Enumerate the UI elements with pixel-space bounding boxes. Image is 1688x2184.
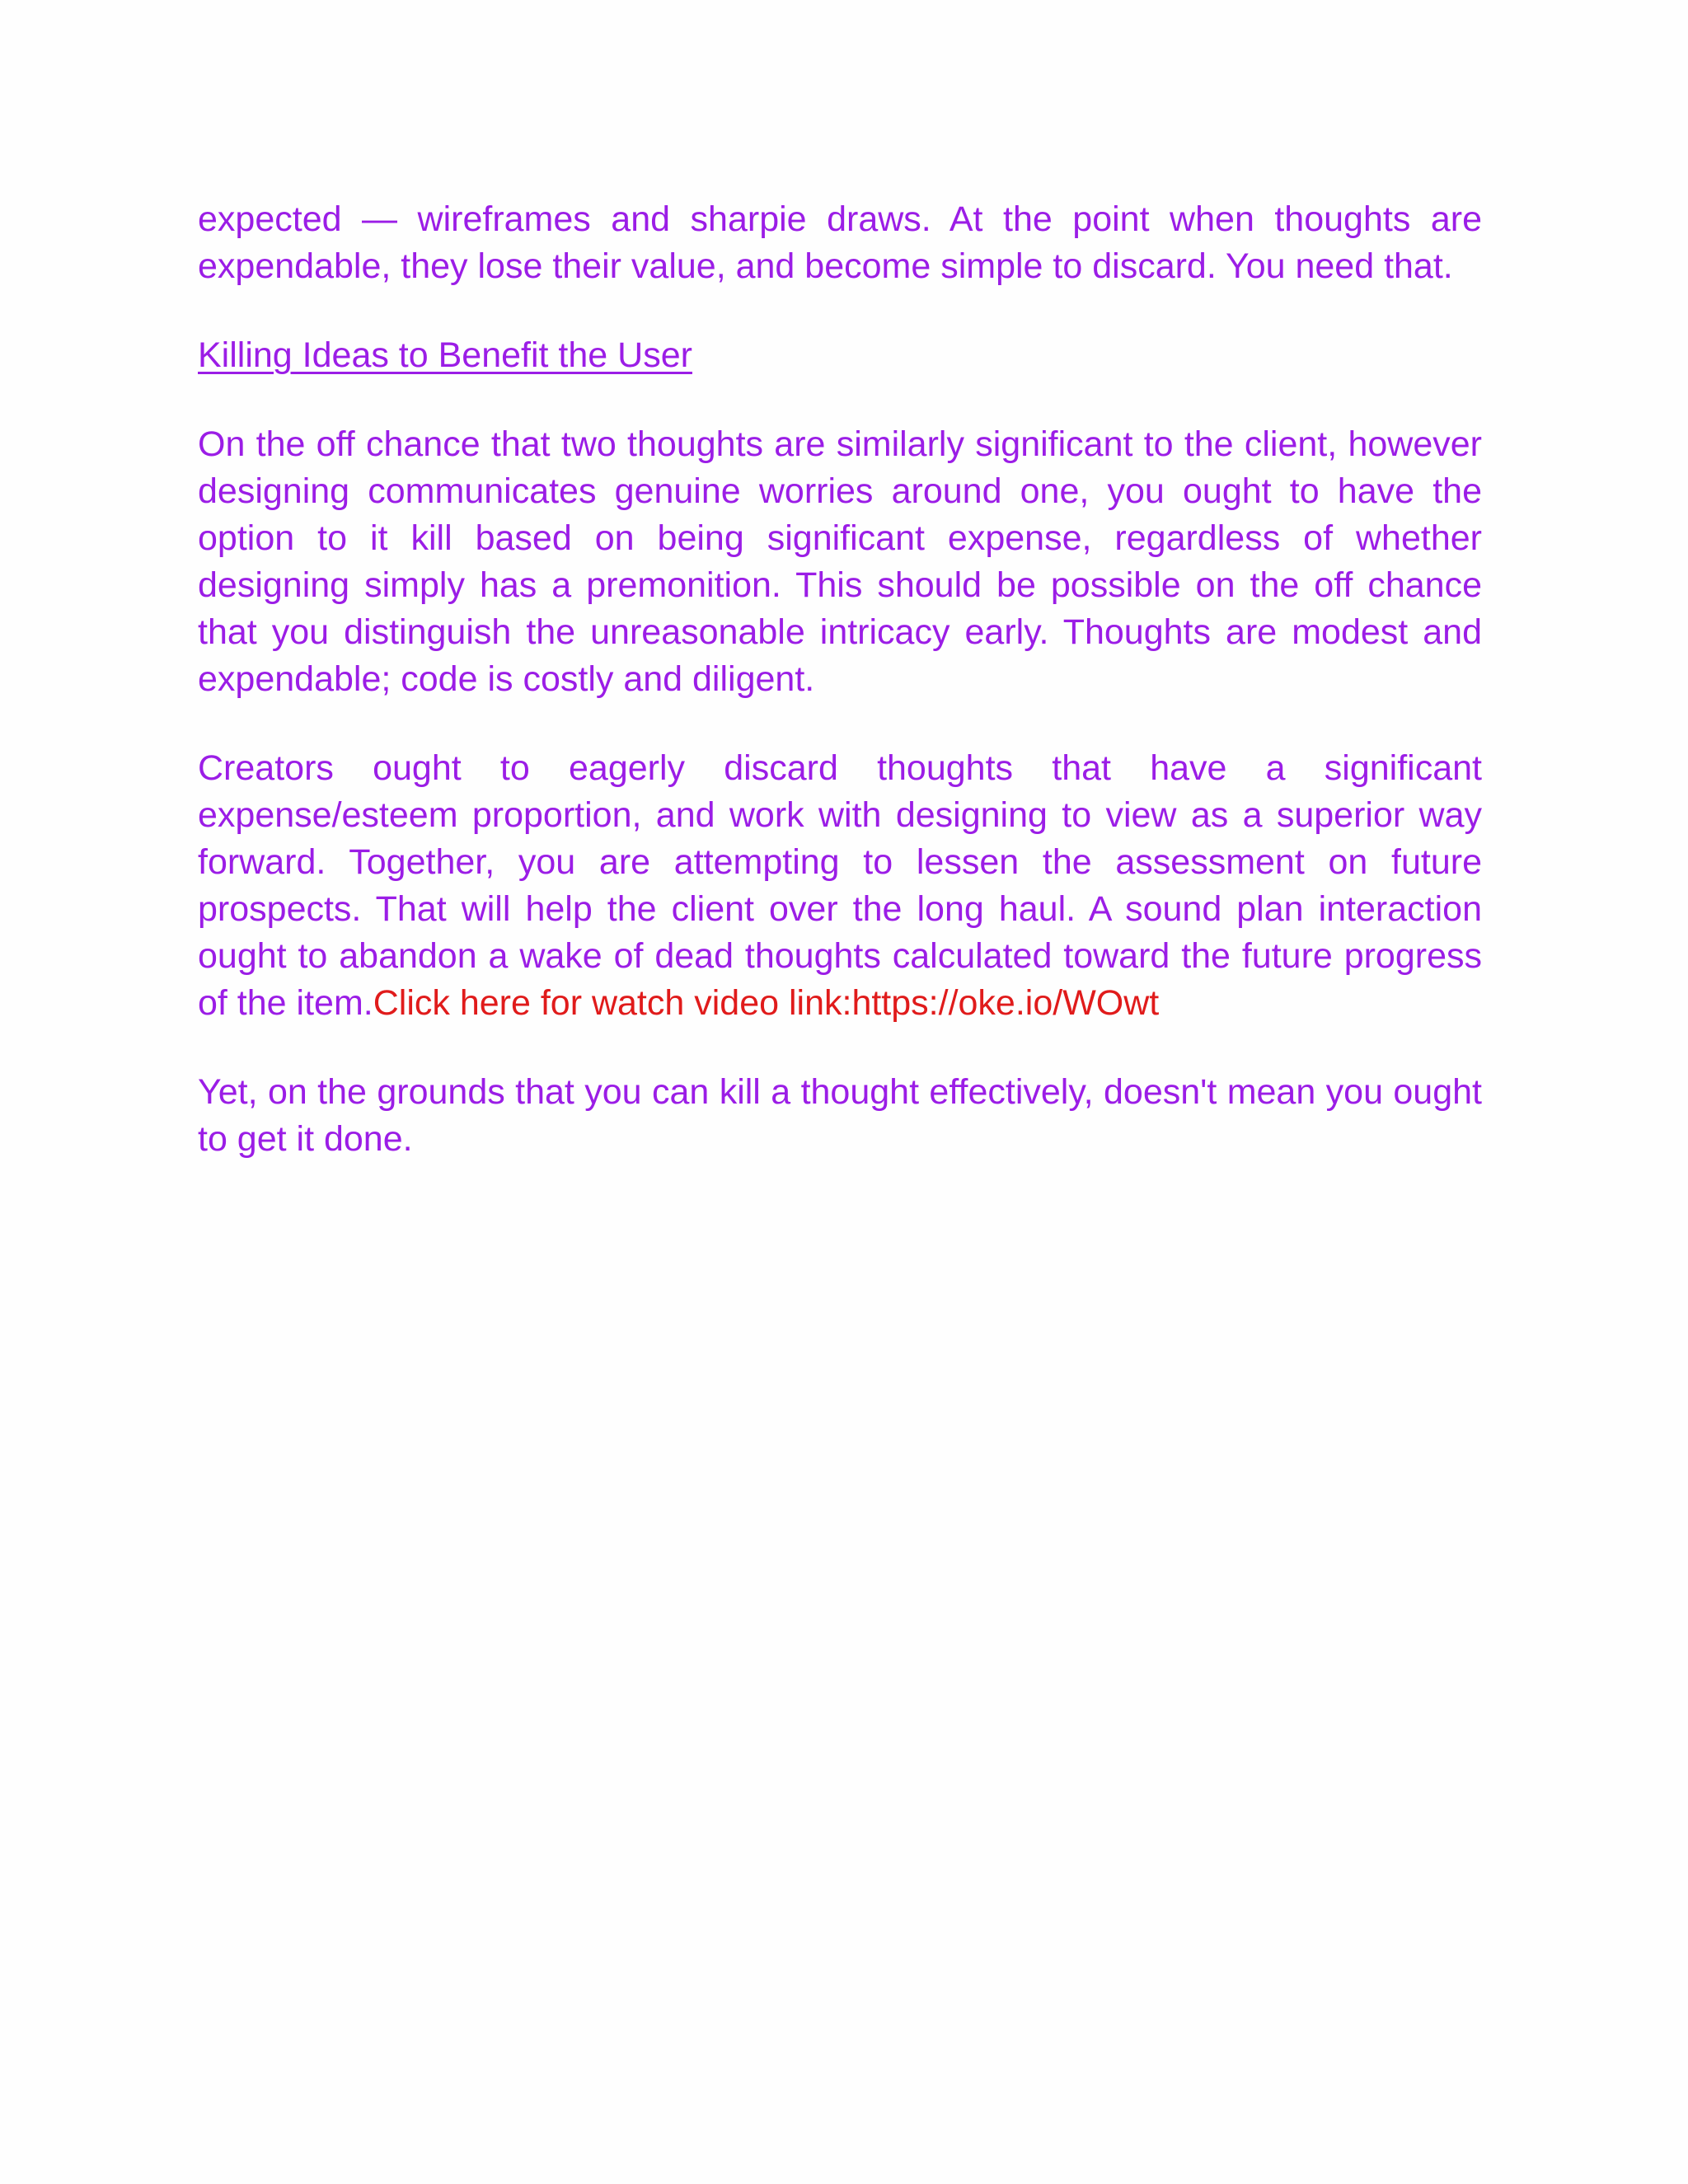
section-heading-link[interactable]: Killing Ideas to Benefit the User <box>198 335 692 375</box>
intro-paragraph <box>198 196 1482 290</box>
body-paragraph-3 <box>198 1069 1482 1163</box>
body-paragraph-2 <box>198 745 1482 1027</box>
intro-paragraph-text: expected — wireframes and sharpie draws. At the point when thoughts are expendable, they lose their value, and become simple to discard. You need that. <box>198 199 1482 286</box>
watch-video-link[interactable]: Click here for watch video link:https://oke.io/WOwt <box>373 983 1160 1023</box>
document-page <box>198 196 1482 1205</box>
body-paragraph-1-text: On the off chance that two thoughts are similarly significant to the client, however designing communicates genuine worries around one, you ought to have the option to it kill based on being significant expense, regardless of whether designing simply has a premonition. This should be possible on the off chance that you distinguish the unreasonable intricacy early. Thoughts are modest and expendable; code is costly and diligent. <box>198 424 1482 699</box>
body-paragraph-3-text: Yet, on the grounds that you can kill a thought effectively, doesn't mean you ought to get it done. <box>198 1072 1482 1159</box>
body-paragraph-2-text: Creators ought to eagerly discard thoughts that have a significant expense/esteem proportion, and work with designing to view as a superior way forward. Together, you are attempting to lessen the assessment on future prospects. That will help the client over the long haul. A sound plan interaction ought to abandon a wake of dead thoughts calculated toward the future progress of the item. <box>198 748 1482 1023</box>
body-paragraph-1 <box>198 421 1482 703</box>
